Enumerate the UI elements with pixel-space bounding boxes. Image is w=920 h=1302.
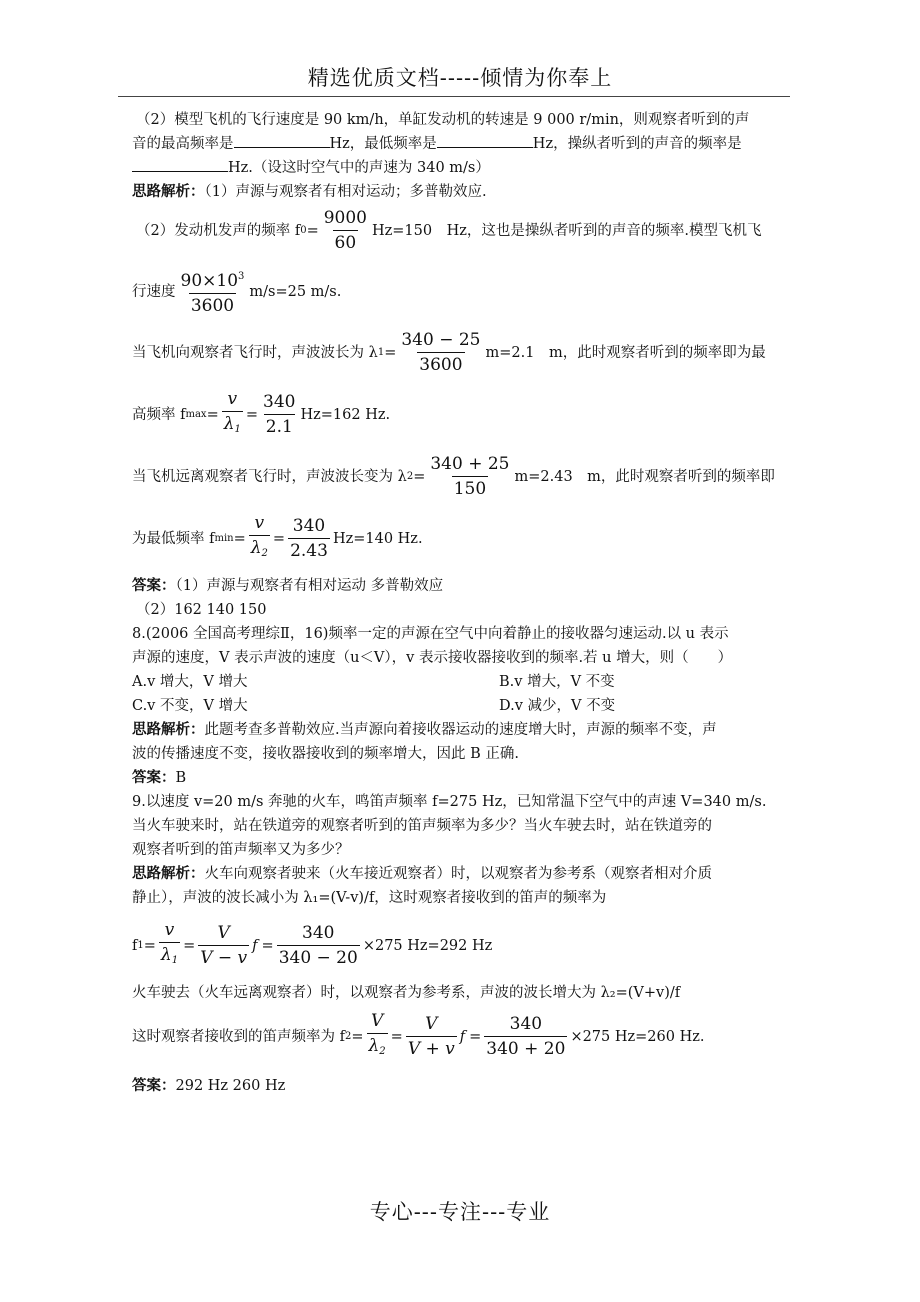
formula-subscript: 2 xyxy=(261,548,268,559)
q8-analysis-line-1 xyxy=(132,718,794,742)
fraction-numerator: 340 xyxy=(263,392,296,412)
formula-text: = xyxy=(233,530,246,547)
formula-text: = xyxy=(143,937,156,954)
q7-text: Hz，操纵者听到的声音的频率是 xyxy=(532,136,742,152)
formula-text: 当飞机远离观察者飞行时，声波波长变为 λ xyxy=(132,468,407,485)
q7-analysis xyxy=(132,180,794,204)
formula-subscript: 1 xyxy=(171,955,179,966)
formula-text: = xyxy=(469,1028,482,1045)
formula-subscript: 1 xyxy=(137,939,144,951)
answer-blank-3[interactable] xyxy=(132,157,228,172)
formula-text: = xyxy=(413,468,426,485)
fraction-f2-3 xyxy=(484,1014,567,1059)
q9-away-line: 火车驶去（火车远离观察者）时，以观察者为参考系，声波的波长增大为 λ₂=(V+v)/f xyxy=(132,985,681,1001)
fraction-f1-3 xyxy=(277,923,360,968)
answer-label: 答案： xyxy=(132,769,176,786)
q7-answer xyxy=(132,574,794,598)
fraction-f1-1 xyxy=(159,920,180,971)
fraction-lambda2 xyxy=(428,454,511,499)
q8-options-row-2 xyxy=(132,694,794,718)
formula-text: = xyxy=(245,406,259,423)
formula-subscript: max xyxy=(185,408,207,420)
q9-formula-f1 xyxy=(132,920,794,971)
page-footer: 专心---专注---专业 xyxy=(369,1200,551,1224)
fraction-numerator xyxy=(179,267,247,293)
fraction-denominator: 150 xyxy=(452,476,488,499)
q9-answer xyxy=(132,1074,794,1098)
answer-text: 292 Hz 260 Hz xyxy=(175,1078,286,1094)
fraction-denominator: 60 xyxy=(333,230,359,253)
formula-subscript: 2 xyxy=(344,1030,352,1042)
formula-subscript: 1 xyxy=(377,346,385,358)
fraction-denominator: V + v xyxy=(406,1036,457,1059)
q9-question-line-2: 当火车驶来时，站在铁道旁的观察者听到的笛声频率为多少？当火车驶去时，站在铁道旁的 xyxy=(132,818,712,834)
formula-text: Hz=150 Hz，这也是操纵者听到的声音的频率.模型飞机飞 xyxy=(372,222,762,239)
q7-question-line-1: （2）模型飞机的飞行速度是 90 km/h，单缸发动机的转速是 9 000 r/min，则观察者听到的声 xyxy=(136,112,750,128)
q7-formula-lambda1 xyxy=(132,330,794,375)
q7-formula-speed xyxy=(132,267,794,316)
fraction-numerator: V xyxy=(425,1014,438,1034)
q9-question-line-3: 观察者听到的笛声频率又为多少？ xyxy=(132,842,350,858)
q7-question-line-3 xyxy=(132,156,794,180)
q8-question-line-2: 声源的速度，V 表示声波的速度（u＜V），v 表示接收器接收到的频率.若 u 增大，则（ ） xyxy=(132,650,733,666)
fraction-numerator: V xyxy=(217,923,230,943)
formula-text: ×275 Hz=292 Hz xyxy=(362,937,493,954)
fraction-numerator: 340 − 25 xyxy=(401,330,481,350)
q8-analysis-line-2: 波的传播速度不变，接收器接收到的频率增大，因此 B 正确. xyxy=(132,746,519,762)
q9-formula-f2 xyxy=(132,1011,794,1062)
q7-formula-fmax xyxy=(132,389,794,440)
formula-text: = xyxy=(272,530,286,547)
formula-text: = xyxy=(206,406,219,423)
answer-label: 答案： xyxy=(132,1077,176,1094)
formula-text: 这时观察者接收到的笛声频率为 f xyxy=(132,1028,345,1045)
fraction-f0 xyxy=(322,208,369,253)
fraction-f1-2 xyxy=(198,923,249,968)
formula-subscript: min xyxy=(214,532,234,544)
formula-subscript: 0 xyxy=(300,224,307,236)
q9-question-line-1: 9.以速度 v=20 m/s 奔驰的火车，鸣笛声频率 f=275 Hz，已知常温下空气中的声速 V=340 m/s. xyxy=(132,794,767,810)
q7-formula-fmin xyxy=(132,513,794,564)
header-rule xyxy=(118,96,790,97)
fraction-denominator: 340 − 20 xyxy=(277,945,360,968)
formula-text: m=2.43 m，此时观察者听到的频率即 xyxy=(514,468,775,485)
fraction-fmax-2 xyxy=(261,392,297,437)
fraction-fmax-1 xyxy=(222,389,243,440)
q7-question-line-2 xyxy=(132,132,794,156)
fraction-fmin-2 xyxy=(288,516,330,561)
numerator-text: 90×10 xyxy=(180,271,239,291)
answer-label: 答案： xyxy=(132,577,176,594)
q7-formula-f0 xyxy=(132,208,794,253)
formula-text: Hz=140 Hz. xyxy=(332,530,423,547)
fraction-denominator: 340 + 20 xyxy=(484,1036,567,1059)
fraction-numerator: 340 xyxy=(302,923,335,943)
formula-text: 为最低频率 f xyxy=(132,530,215,547)
formula-text: = xyxy=(306,222,319,239)
q8-answer xyxy=(132,766,794,790)
fraction-denominator: 3600 xyxy=(417,352,464,375)
formula-text: 高频率 f xyxy=(132,406,186,423)
document-body xyxy=(132,108,794,1098)
answer-blank-1[interactable] xyxy=(234,133,330,148)
page-header: 精选优质文档-----倾情为你奉上 xyxy=(307,66,613,90)
analysis-text: （1）声源与观察者有相对运动；多普勒效应. xyxy=(204,184,487,200)
lambda-symbol: λ xyxy=(160,945,172,965)
formula-text: = xyxy=(390,1028,403,1045)
fraction-denominator: 2.43 xyxy=(288,538,330,561)
fraction-denominator xyxy=(222,411,243,440)
answer-blank-2[interactable] xyxy=(437,133,533,148)
fraction-denominator: V − v xyxy=(198,945,249,968)
fraction-denominator xyxy=(367,1033,388,1062)
fraction-numerator: v xyxy=(227,389,238,409)
q7-text: Hz，最低频率是 xyxy=(329,136,437,152)
fraction-speed xyxy=(179,267,247,316)
formula-text: f xyxy=(252,937,258,954)
formula-text: = xyxy=(261,937,274,954)
formula-text: m=2.1 m，此时观察者听到的频率即为最 xyxy=(485,344,766,361)
fraction-numerator: 340 xyxy=(509,1014,543,1034)
answer-text: B xyxy=(175,770,187,786)
fraction-denominator: 3600 xyxy=(189,293,236,316)
q7-text: Hz.（设这时空气中的声速为 340 m/s） xyxy=(228,160,490,176)
answer-text: （1）声源与观察者有相对运动 多普勒效应 xyxy=(175,578,444,594)
option-d[interactable]: D.v 减少，V 不变 xyxy=(499,698,616,714)
fraction-numerator: V xyxy=(370,1011,384,1031)
lambda-symbol: λ xyxy=(368,1036,380,1056)
formula-text: f xyxy=(459,1028,466,1045)
fraction-denominator xyxy=(159,942,180,971)
lambda-symbol: λ xyxy=(223,414,235,434)
formula-subscript: 2 xyxy=(379,1046,386,1057)
option-a[interactable]: A.v 增大，V 增大 xyxy=(132,674,248,690)
q7-formula-lambda2 xyxy=(132,454,794,499)
option-c[interactable]: C.v 不变，V 增大 xyxy=(132,698,248,714)
q8-question-line-1: 8.(2006 全国高考理综Ⅱ，16)频率一定的声源在空气中向着静止的接收器匀速运动.以 u 表示 xyxy=(132,626,729,642)
fraction-f2-1 xyxy=(367,1011,388,1062)
q9-analysis-line-2: 静止），声波的波长减小为 λ₁=(V-v)/f，这时观察者接收到的笛声的频率为 xyxy=(132,890,607,906)
formula-text: Hz=162 Hz. xyxy=(300,406,391,423)
fraction-numerator: 340 + 25 xyxy=(430,454,510,474)
q8-options-row-1 xyxy=(132,670,794,694)
fraction-denominator: 2.1 xyxy=(264,414,295,437)
fraction-numerator: 340 xyxy=(292,516,326,536)
fraction-denominator xyxy=(249,535,270,564)
analysis-label: 思路解析： xyxy=(132,865,205,882)
formula-text: = xyxy=(183,937,196,954)
analysis-text: 火车向观察者驶来（火车接近观察者）时，以观察者为参考系（观察者相对介质 xyxy=(204,866,712,882)
formula-text: 当飞机向观察者飞行时，声波波长为 λ xyxy=(132,344,378,361)
formula-text: = xyxy=(351,1028,364,1045)
formula-subscript: 2 xyxy=(406,470,414,482)
fraction-numerator: v xyxy=(254,513,265,533)
formula-text: m/s=25 m/s. xyxy=(249,283,342,300)
option-b[interactable]: B.v 增大，V 不变 xyxy=(499,674,615,690)
formula-subscript: 1 xyxy=(234,424,241,435)
q7-answer-2: （2）162 140 150 xyxy=(136,602,267,618)
lambda-symbol: λ xyxy=(250,538,262,558)
formula-text: = xyxy=(384,344,397,361)
formula-text: （2）发动机发声的频率 f xyxy=(136,222,301,239)
fraction-fmin-1 xyxy=(249,513,270,564)
analysis-label: 思路解析： xyxy=(132,183,205,200)
formula-text: 行速度 xyxy=(132,283,176,300)
analysis-label: 思路解析： xyxy=(132,721,205,738)
fraction-f2-2 xyxy=(406,1014,457,1059)
q9-analysis-line-1 xyxy=(132,862,794,886)
fraction-numerator: v xyxy=(164,920,175,940)
fraction-lambda1 xyxy=(399,330,482,375)
superscript: 3 xyxy=(238,271,245,282)
formula-text: ×275 Hz=260 Hz. xyxy=(570,1028,705,1045)
fraction-numerator: 9000 xyxy=(323,208,367,228)
analysis-text: 此题考查多普勒效应.当声源向着接收器运动的速度增大时，声源的频率不变，声 xyxy=(204,722,717,738)
formula-text: f xyxy=(132,937,138,954)
q7-text: 音的最高频率是 xyxy=(132,136,234,152)
